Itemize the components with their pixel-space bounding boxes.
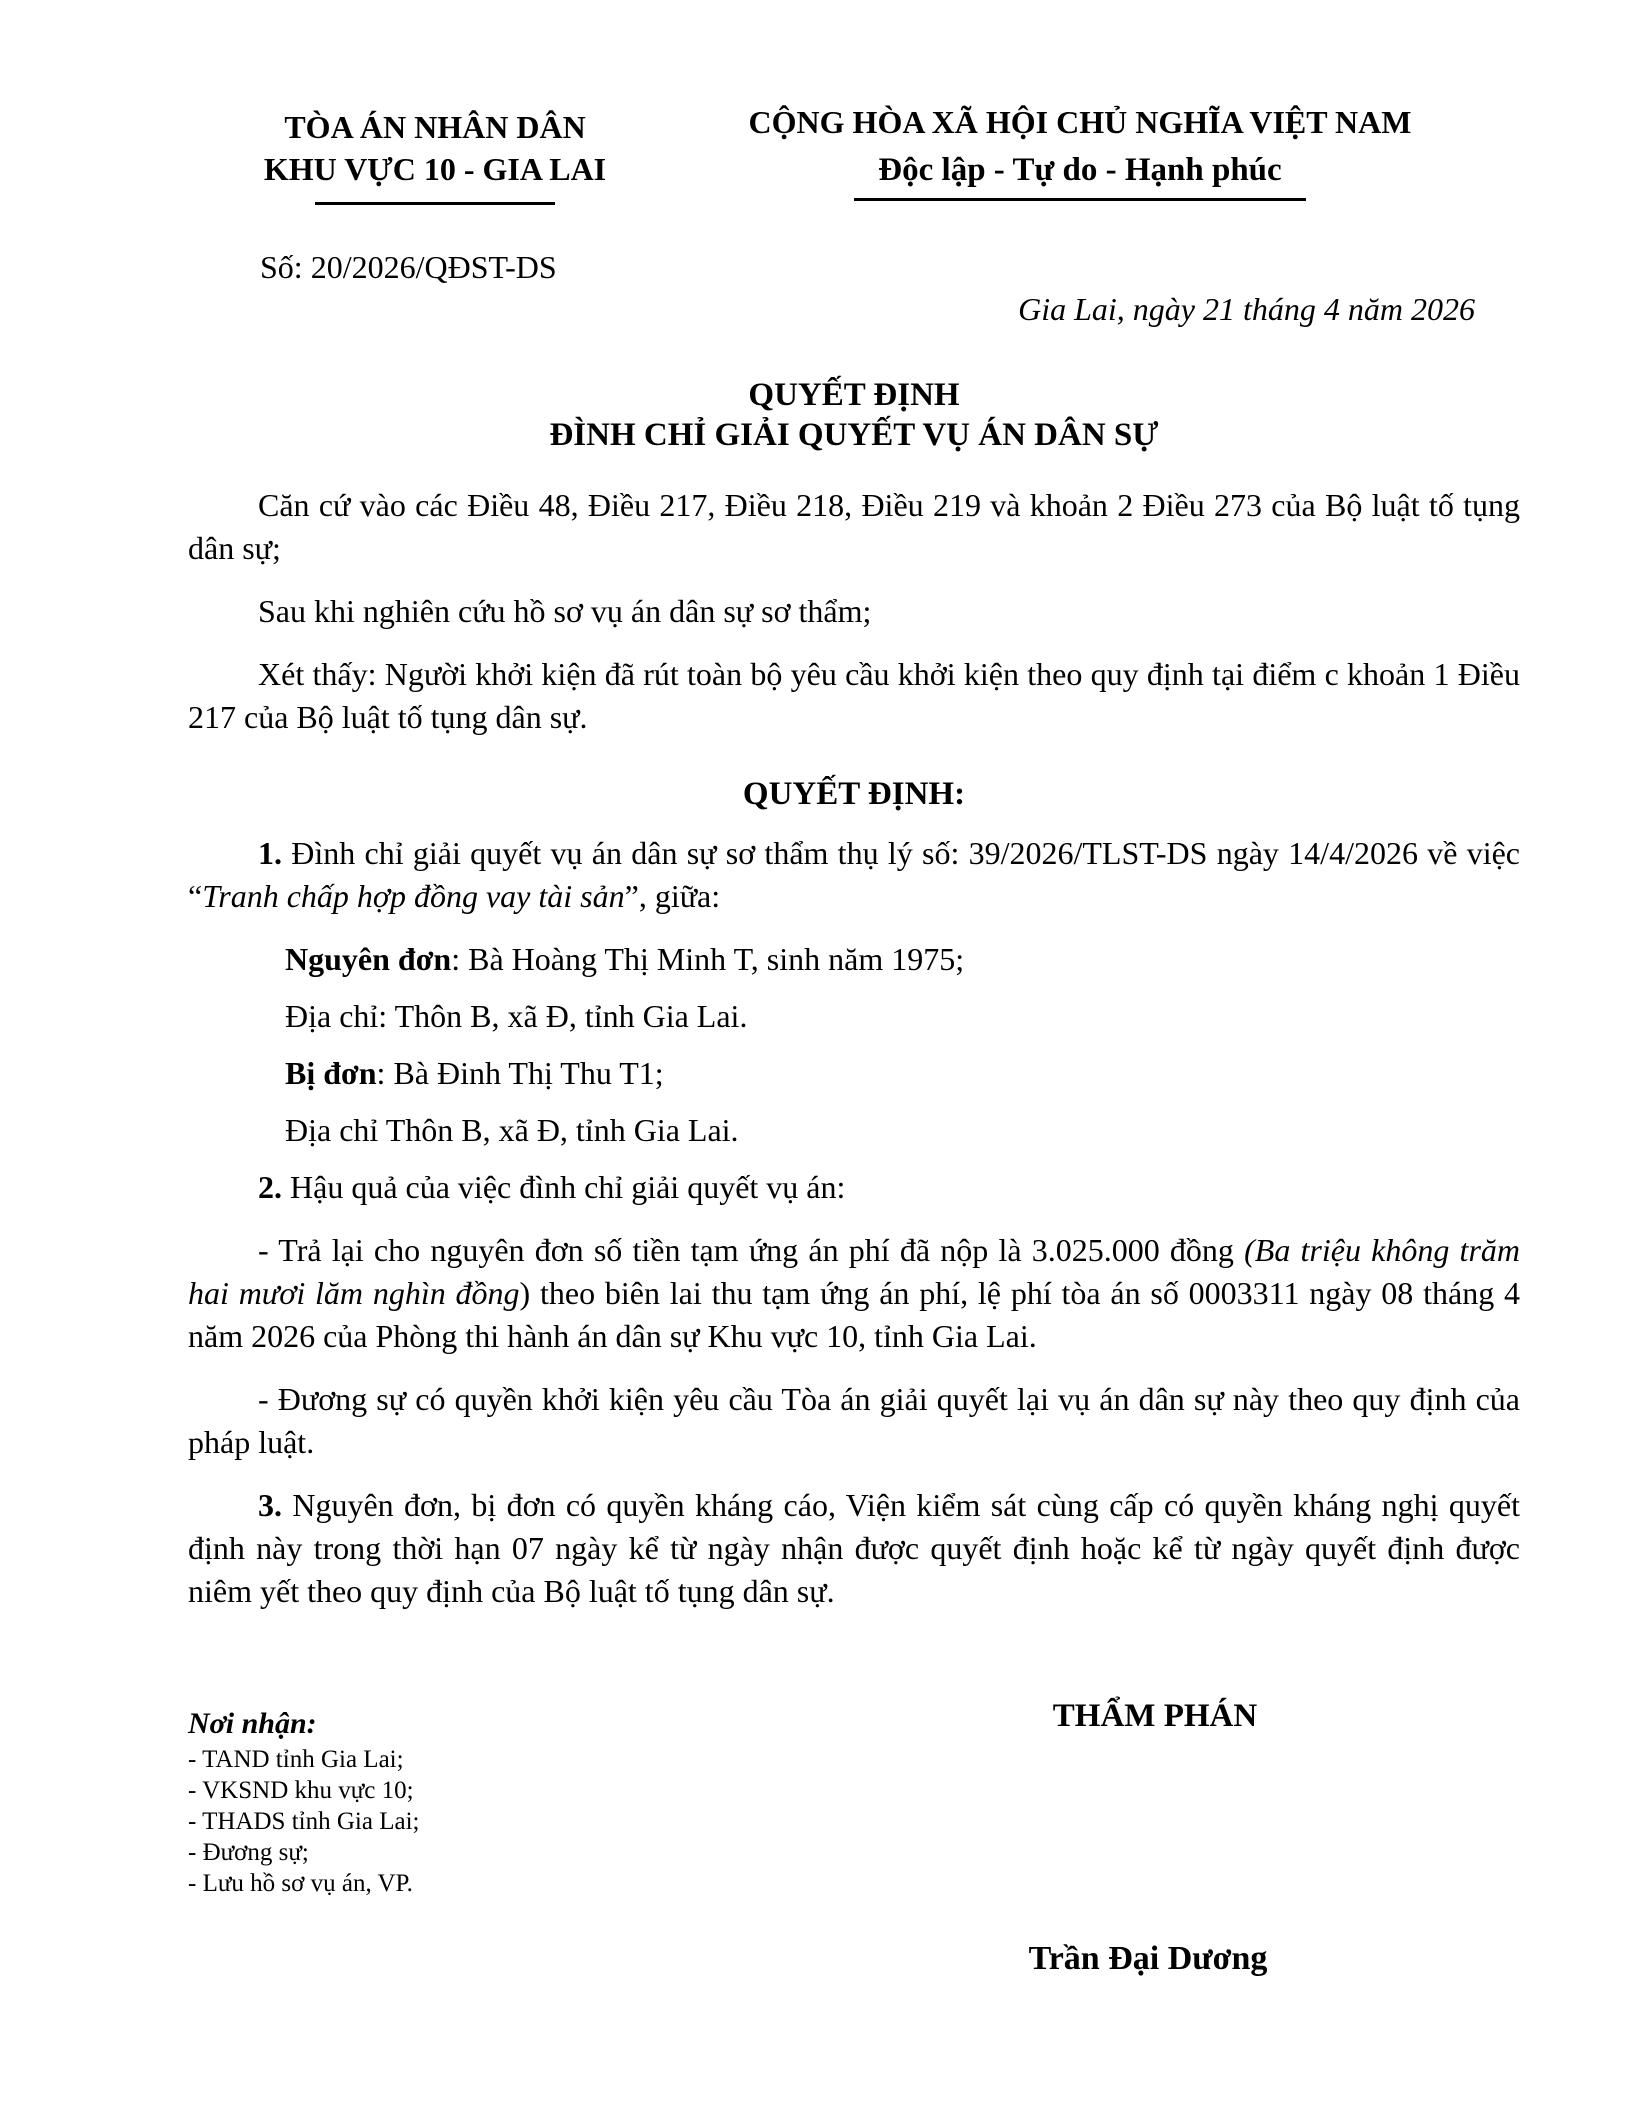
document-body	[188, 484, 1520, 1633]
refund-amount-in-words: (Ba triệu không trăm hai mươi lăm nghìn đồng	[188, 1232, 1521, 1311]
republic-name-line: CỘNG HÒA XÃ HỘI CHỦ NGHĨA VIỆT NAM	[748, 104, 1412, 140]
plaintiff-address-line: Địa chỉ: Thôn B, xã Đ, tỉnh Gia Lai.	[285, 998, 748, 1034]
refund-text: - Trả lại cho nguyên đơn số tiền tạm ứng án phí đã nộp là 3.025.000 đồng	[258, 1232, 1245, 1268]
paragraph-after-review-text: Sau khi nghiên cứu hồ sơ vụ án dân sự sơ thẩm;	[258, 593, 872, 629]
item2-text: Hậu quả của việc đình chỉ giải quyết vụ án:	[282, 1169, 846, 1205]
plaintiff-line	[188, 938, 1520, 981]
doc-number: Số: 20/2026/QĐST-DS	[260, 249, 557, 285]
item3-text: Nguyên đơn, bị đơn có quyền kháng cáo, Viện kiểm sát cùng cấp có quyền kháng nghị quyết định này trong thời hạn 07 ngày kể từ ngày nhận được quyết định hoặc kể từ ngày quyết định được niêm yết theo quy định của Bộ luật tố tụng dân sự.	[188, 1487, 1520, 1609]
item1-text: Đình chỉ giải quyết vụ án dân sự sơ thẩm thụ lý số: 39/2026/TLST-DS ngày 14/4/2026 về việc “	[188, 835, 1520, 914]
paragraph-legal-basis-text: Căn cứ vào các Điều 48, Điều 217, Điều 218, Điều 219 và khoản 2 Điều 273 của Bộ luật tố tụng dân sự;	[188, 487, 1520, 566]
republic-motto-line: Độc lập - Tự do - Hạnh phúc	[878, 152, 1282, 188]
doc-subtitle: ĐÌNH CHỈ GIẢI QUYẾT VỤ ÁN DÂN SỰ	[549, 417, 1159, 453]
decision-heading: QUYẾT ĐỊNH:	[742, 776, 966, 812]
paragraph-finding-text: Xét thấy: Người khởi kiện đã rút toàn bộ yêu cầu khởi kiện theo quy định tại điểm c khoản 1 Điều 217 của Bộ luật tố tụng dân sự.	[188, 656, 1520, 735]
paragraph-after-review	[188, 590, 1520, 633]
item3-number: 3.	[258, 1487, 282, 1523]
defendant-line	[188, 1052, 1520, 1095]
paragraph-refund	[188, 1229, 1520, 1358]
paragraph-finding	[188, 653, 1520, 739]
paragraph-legal-basis	[188, 484, 1520, 570]
recipients-block	[188, 1706, 748, 1899]
paragraph-right-to-sue	[188, 1378, 1520, 1464]
recipient-item: - THADS tỉnh Gia Lai;	[188, 1808, 420, 1835]
defendant-name: : Bà Đinh Thị Thu T1;	[376, 1055, 664, 1091]
republic-motto-underline	[854, 198, 1306, 201]
defendant-label: Bị đơn	[285, 1055, 377, 1091]
item1-text-end: ”, giữa:	[624, 878, 721, 914]
item1-case-name: Tranh chấp hợp đồng vay tài sản	[202, 878, 625, 914]
court-name-line1: TÒA ÁN NHÂN DÂN	[284, 109, 586, 145]
date-line: Gia Lai, ngày 21 tháng 4 năm 2026	[1018, 291, 1475, 327]
recipients-label: Nơi nhận:	[188, 1707, 317, 1740]
recipient-item: - Lưu hồ sơ vụ án, VP.	[188, 1870, 413, 1897]
republic-header-block	[690, 100, 1470, 201]
court-name-block	[160, 106, 710, 205]
judge-name: Trần Đại Dương	[1028, 1940, 1268, 1977]
paragraph-item2	[188, 1166, 1520, 1209]
recipient-item: - VKSND khu vực 10;	[188, 1777, 414, 1804]
recipient-item: - Đương sự;	[188, 1839, 309, 1866]
doc-title-block	[188, 375, 1520, 455]
plaintiff-label: Nguyên đơn	[285, 941, 452, 977]
refund-text-end: ) theo biên lai thu tạm ứng án phí, lệ phí tòa án số 0003311 ngày 08 tháng 4 năm 2026 của Phòng thi hành án dân sự Khu vực 10, tỉnh Gia Lai.	[188, 1275, 1520, 1354]
recipient-item: - TAND tỉnh Gia Lai;	[188, 1746, 404, 1773]
paragraph-item1	[188, 832, 1520, 918]
plaintiff-name: : Bà Hoàng Thị Minh T, sinh năm 1975;	[451, 941, 965, 977]
doc-title: QUYẾT ĐỊNH	[748, 377, 960, 413]
item1-number: 1.	[258, 835, 282, 871]
court-name-line2: KHU VỰC 10 - GIA LAI	[263, 151, 607, 187]
paragraph-item3	[188, 1484, 1520, 1613]
court-name-underline	[315, 202, 555, 205]
defendant-address-line: Địa chỉ Thôn B, xã Đ, tỉnh Gia Lai.	[285, 1112, 739, 1148]
right-to-sue-text: - Đương sự có quyền khởi kiện yêu cầu Tòa án giải quyết lại vụ án dân sự này theo quy định của pháp luật.	[188, 1381, 1520, 1460]
item2-number: 2.	[258, 1169, 282, 1205]
judge-title: THẨM PHÁN	[1052, 1698, 1258, 1734]
